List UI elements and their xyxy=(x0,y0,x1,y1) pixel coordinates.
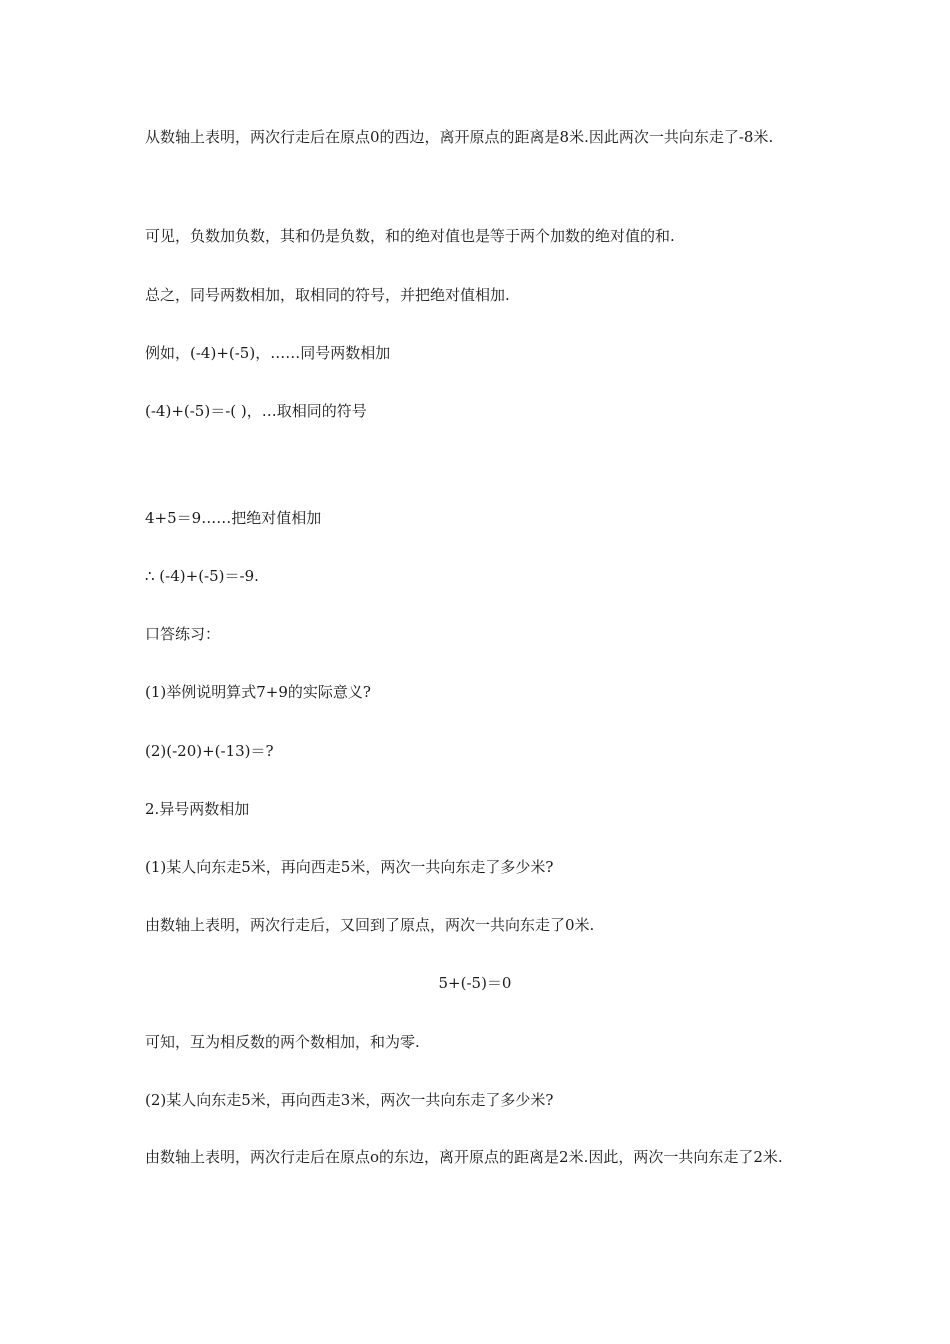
paragraph-question-1: (1)某人向东走5米，再向西走5米，两次一共向东走了多少米? xyxy=(145,858,554,876)
paragraph-oral-practice-heading: 口答练习： xyxy=(145,625,221,643)
paragraph-back-to-origin: 由数轴上表明，两次行走后，又回到了原点，两次一共向东走了0米. xyxy=(145,916,595,934)
section-heading-different-signs: 2.异号两数相加 xyxy=(145,800,250,818)
paragraph-take-same-sign: (-4)+(-5)＝-( )，…取相同的符号 xyxy=(145,402,367,420)
equation-opposites-sum: 5+(-5)＝0 xyxy=(438,974,512,992)
paragraph-example-result: ∴ (-4)+(-5)＝-9. xyxy=(145,567,259,585)
paragraph-west-of-origin: 从数轴上表明，两次行走后在原点0的西边，离开原点的距离是8米.因此两次一共向东走了-8米. xyxy=(145,128,774,146)
paragraph-negative-plus-negative: 可见，负数加负数，其和仍是负数，和的绝对值也是等于两个加数的绝对值的和. xyxy=(145,227,675,245)
paragraph-same-sign-rule: 总之，同号两数相加，取相同的符号，并把绝对值相加. xyxy=(145,286,510,304)
paragraph-question-2: (2)某人向东走5米，再向西走3米，两次一共向东走了多少米? xyxy=(145,1091,554,1109)
paragraph-east-of-origin: 由数轴上表明，两次行走后在原点o的东边，离开原点的距离是2米.因此，两次一共向东走了2米. xyxy=(145,1148,783,1166)
paragraph-add-absolute-values: 4+5＝9……把绝对值相加 xyxy=(145,509,322,527)
paragraph-opposites-sum-zero: 可知，互为相反数的两个数相加，和为零. xyxy=(145,1033,420,1051)
paragraph-practice-1: (1)举例说明算式7+9的实际意义? xyxy=(145,683,371,701)
paragraph-practice-2: (2)(-20)+(-13)＝? xyxy=(145,742,274,760)
paragraph-example-intro: 例如，(-4)+(-5)，……同号两数相加 xyxy=(145,344,391,362)
